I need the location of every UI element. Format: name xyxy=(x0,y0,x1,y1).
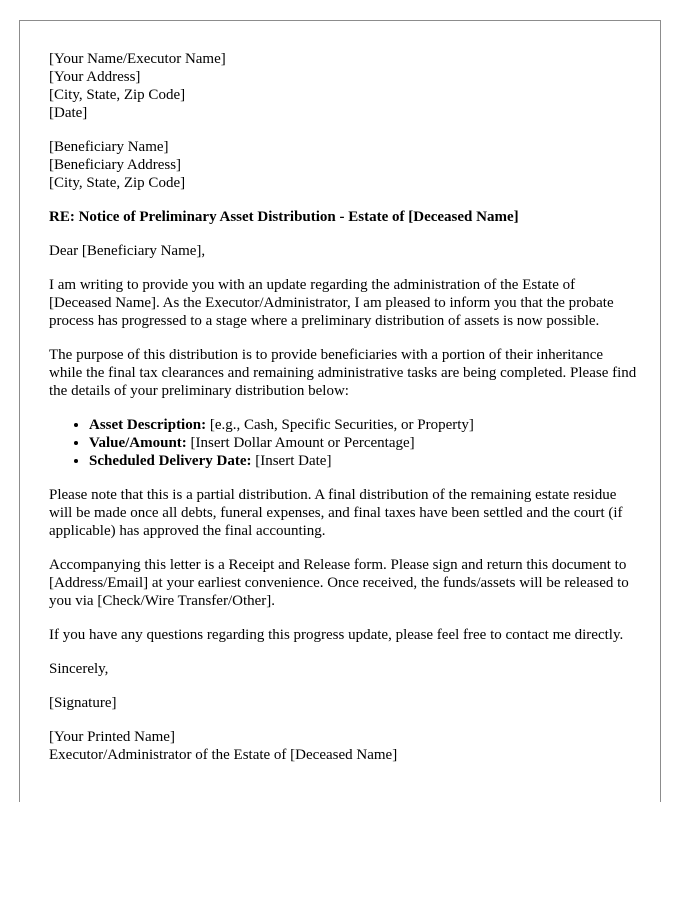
partial-distribution-paragraph: Please note that this is a partial distribution. A final distribution of the remaining estate residue will be made once all debts, funeral expenses, and final taxes have been settled and the court (if applicable) has approved the final accounting. xyxy=(49,487,623,539)
purpose-paragraph: The purpose of this distribution is to provide beneficiaries with a portion of their inheritance while the final tax clearances and remaining administrative tasks are being completed. Please find the details of your preliminary distribution below: xyxy=(49,347,637,399)
executor-title: Executor/Administrator of the Estate of [Deceased Name] xyxy=(49,747,398,763)
intro-paragraph: I am writing to provide you with an update regarding the administration of the Estate of [Deceased Name]. As the Executor/Administrator, I am pleased to inform you that the probate process has progressed to a stage where a preliminary distribution of assets is now possible. xyxy=(49,277,614,329)
signature-placeholder: [Signature] xyxy=(49,695,117,711)
receipt-release-paragraph: Accompanying this letter is a Receipt and Release form. Please sign and return this document to [Address/Email] at your earliest convenience. Once received, the funds/assets will be released to you via [Check/Wire Transfer/Other]. xyxy=(49,557,629,609)
detail-label: Value/Amount: xyxy=(89,435,187,451)
recipient-block xyxy=(49,138,639,192)
signature-block xyxy=(49,728,639,764)
detail-value: [e.g., Cash, Specific Securities, or Property] xyxy=(206,417,474,433)
printed-name: [Your Printed Name] xyxy=(49,729,175,745)
list-item xyxy=(89,434,639,452)
sign-off: Sincerely, xyxy=(49,661,109,677)
salutation: Dear [Beneficiary Name], xyxy=(49,243,206,259)
recipient-name: [Beneficiary Name] xyxy=(49,139,169,155)
distribution-details-list xyxy=(49,416,639,470)
sender-address: [Your Address] xyxy=(49,69,141,85)
sender-name: [Your Name/Executor Name] xyxy=(49,51,226,67)
letter-page xyxy=(19,20,661,802)
sender-city-state-zip: [City, State, Zip Code] xyxy=(49,87,186,103)
detail-value: [Insert Dollar Amount or Percentage] xyxy=(186,435,415,451)
sender-block xyxy=(49,50,639,122)
recipient-address: [Beneficiary Address] xyxy=(49,157,182,173)
detail-value: [Insert Date] xyxy=(251,453,332,469)
subject-line: RE: Notice of Preliminary Asset Distribution - Estate of [Deceased Name] xyxy=(49,209,519,225)
letter-date: [Date] xyxy=(49,105,88,121)
letter-content xyxy=(49,50,639,780)
detail-label: Asset Description: xyxy=(89,417,207,433)
list-item xyxy=(89,416,639,434)
detail-label: Scheduled Delivery Date: xyxy=(89,453,252,469)
recipient-city-state-zip: [City, State, Zip Code] xyxy=(49,175,186,191)
questions-paragraph: If you have any questions regarding this progress update, please feel free to contact me directly. xyxy=(49,627,624,643)
list-item xyxy=(89,452,639,470)
